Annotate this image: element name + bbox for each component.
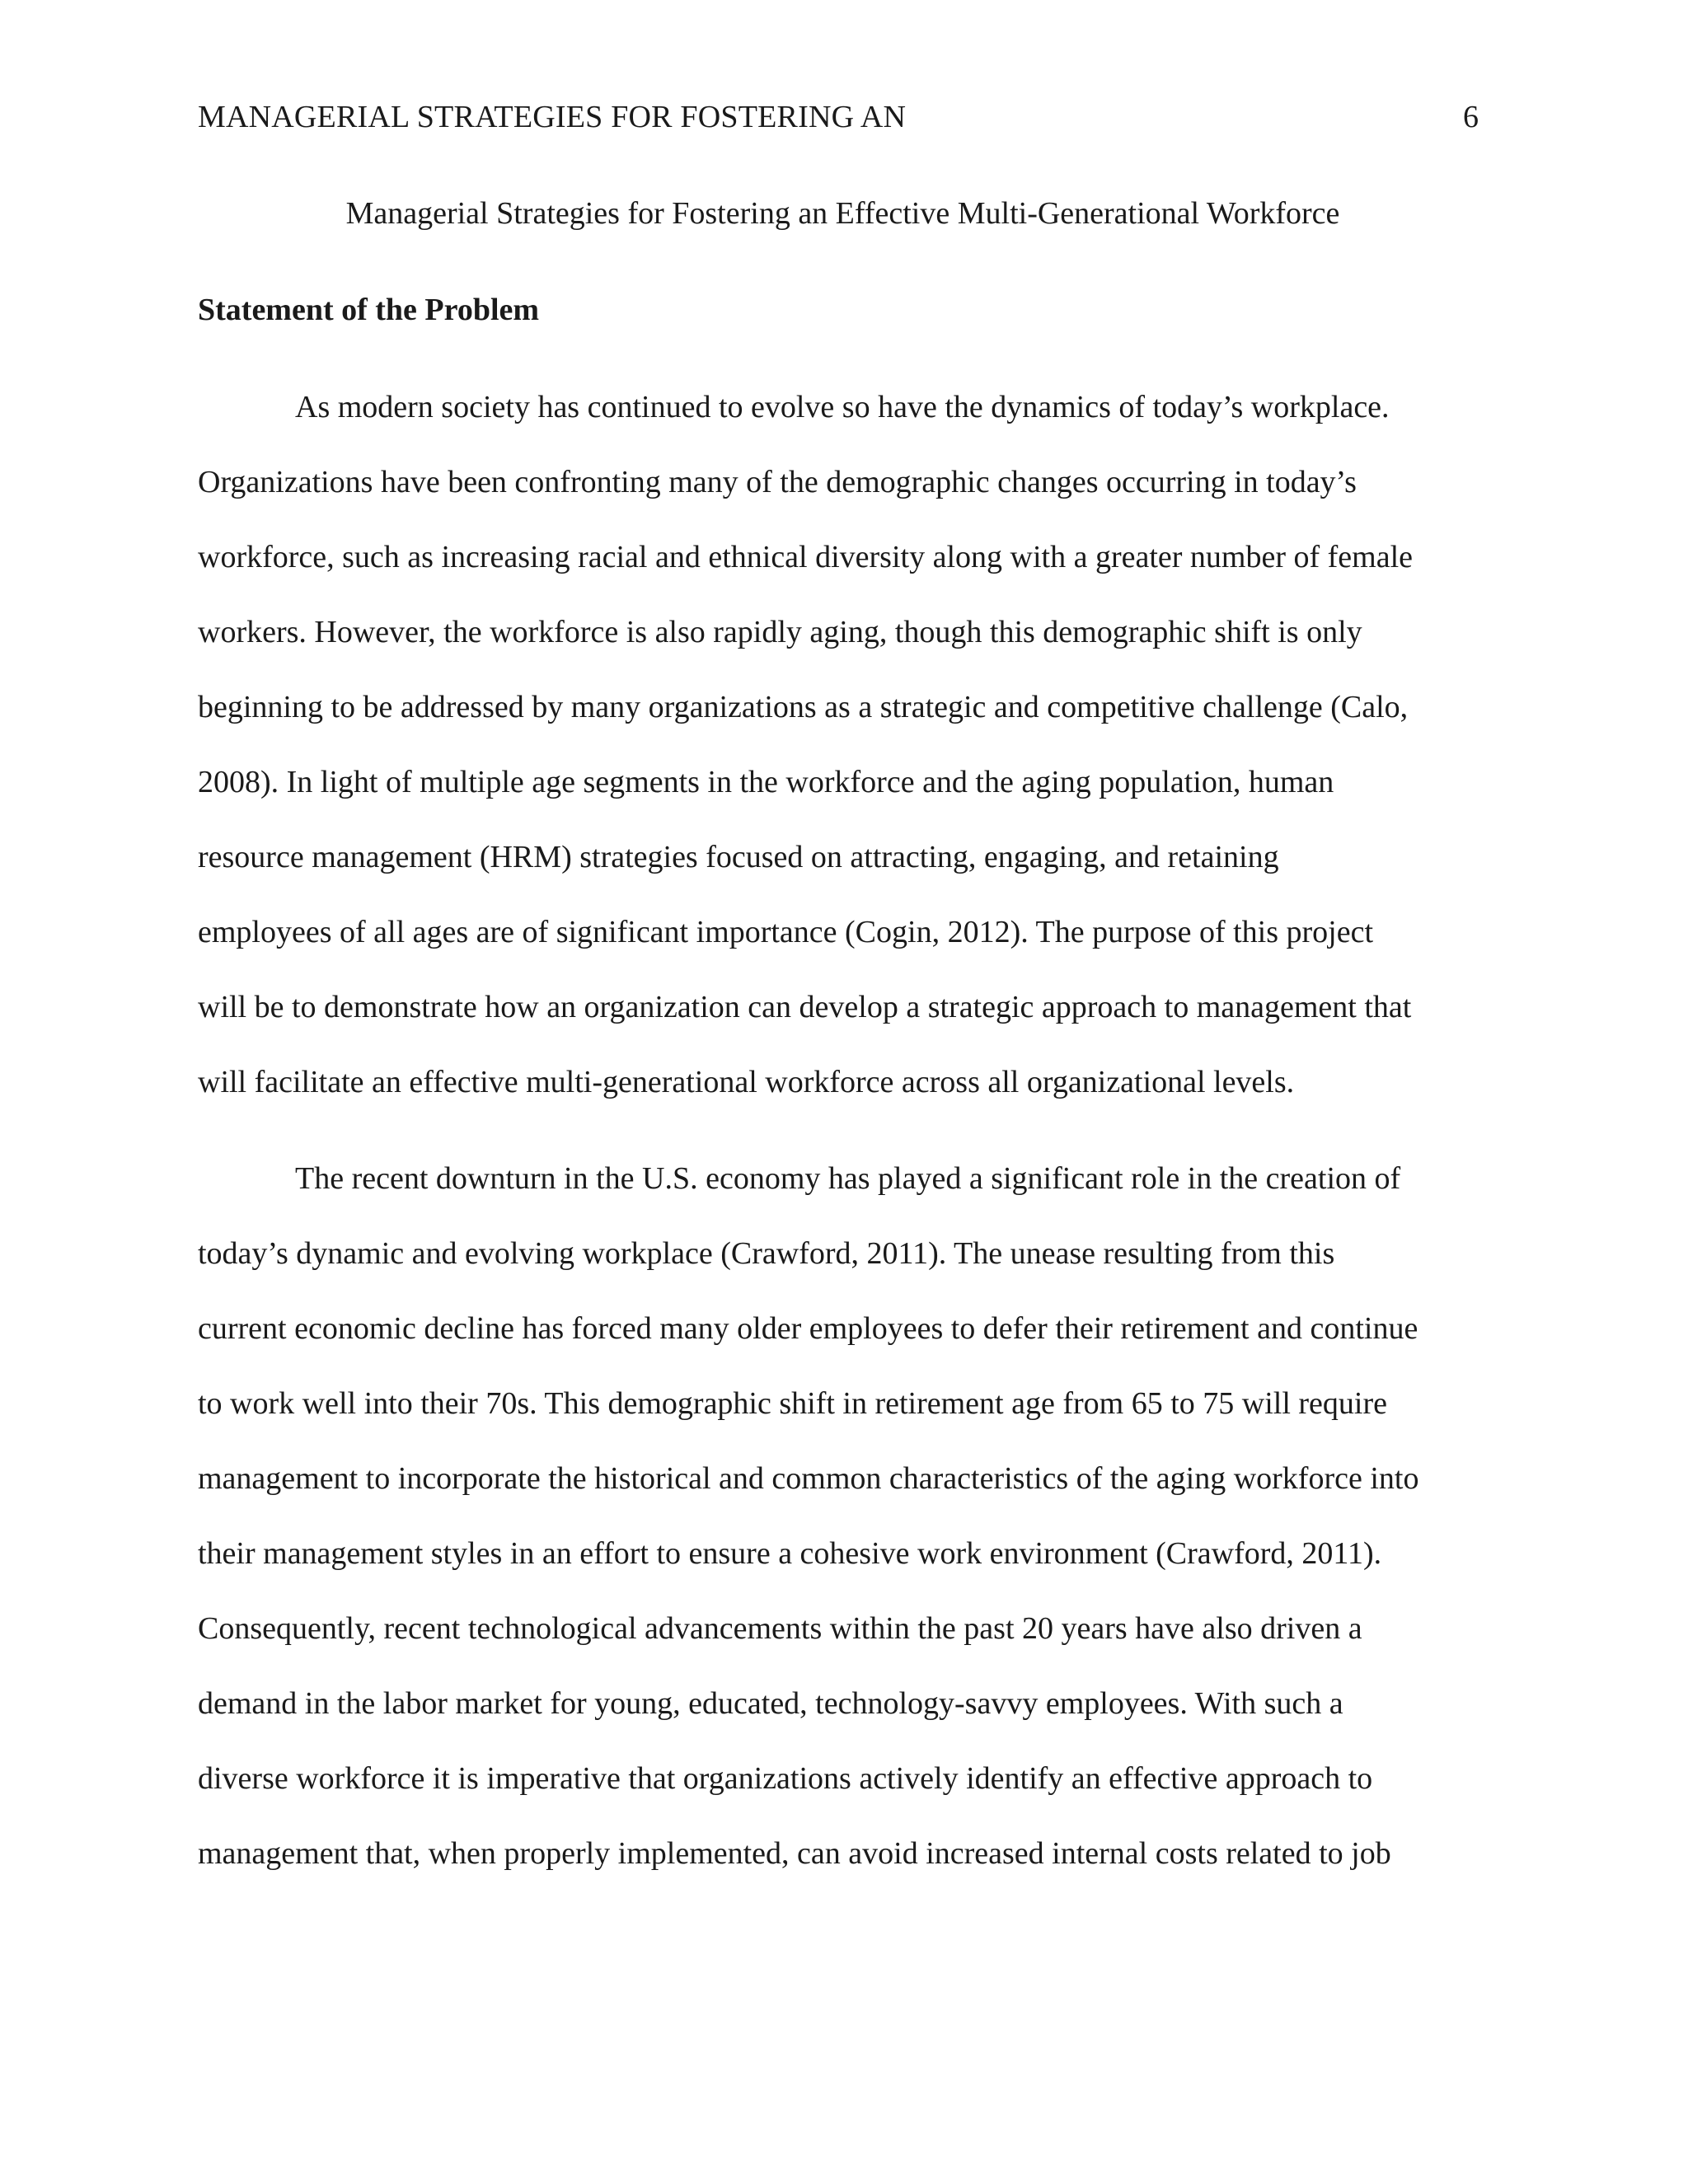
paragraph-line: their management styles in an effort to ensure a cohesive work environment (Crawford, 2011). — [198, 1536, 1382, 1571]
paragraph-line: demand in the labor market for young, educated, technology-savvy employees. With such a — [198, 1686, 1343, 1721]
paragraph-line: current economic decline has forced many older employees to defer their retirement and continue — [198, 1311, 1418, 1346]
paragraph-line: workers. However, the workforce is also rapidly aging, though this demographic shift is only — [198, 615, 1362, 649]
paragraph-line: today’s dynamic and evolving workplace (Crawford, 2011). The unease resulting from this — [198, 1236, 1335, 1271]
paragraph-line: management to incorporate the historical and common characteristics of the aging workforce into — [198, 1461, 1419, 1496]
paragraph-line: Organizations have been confronting many of the demographic changes occurring in today’s — [198, 465, 1357, 499]
paragraph-line: workforce, such as increasing racial and ethnical diversity along with a greater number of female — [198, 540, 1414, 574]
paragraph-line: As modern society has continued to evolve so have the dynamics of today’s workplace. — [295, 390, 1390, 424]
paper-title: Managerial Strategies for Fostering an Effective Multi-Generational Workforce — [345, 196, 1340, 231]
paragraph-line: resource management (HRM) strategies focused on attracting, engaging, and retaining — [198, 840, 1279, 874]
paragraph-line: Consequently, recent technological advancements within the past 20 years have also driven a — [198, 1611, 1362, 1646]
page-number: 6 — [1463, 100, 1479, 134]
section-heading: Statement of the Problem — [198, 293, 540, 327]
paragraph-line: to work well into their 70s. This demographic shift in retirement age from 65 to 75 will require — [198, 1386, 1387, 1421]
paragraph-line: 2008). In light of multiple age segments in the workforce and the aging population, human — [198, 765, 1334, 799]
paragraph-line: management that, when properly implemented, can avoid increased internal costs related to job — [198, 1836, 1391, 1871]
paragraph-line: employees of all ages are of significant importance (Cogin, 2012). The purpose of this project — [198, 915, 1374, 949]
running-head: MANAGERIAL STRATEGIES FOR FOSTERING AN — [198, 100, 907, 134]
paragraph-line: diverse workforce it is imperative that organizations actively identify an effective approach to — [198, 1761, 1373, 1796]
paragraph-line: will facilitate an effective multi-generational workforce across all organizational levels. — [198, 1065, 1295, 1099]
paragraph-line: beginning to be addressed by many organizations as a strategic and competitive challenge (Calo, — [198, 690, 1409, 724]
paragraph-line: The recent downturn in the U.S. economy has played a significant role in the creation of — [295, 1161, 1401, 1196]
paragraph-line: will be to demonstrate how an organization can develop a strategic approach to management that — [198, 990, 1412, 1024]
